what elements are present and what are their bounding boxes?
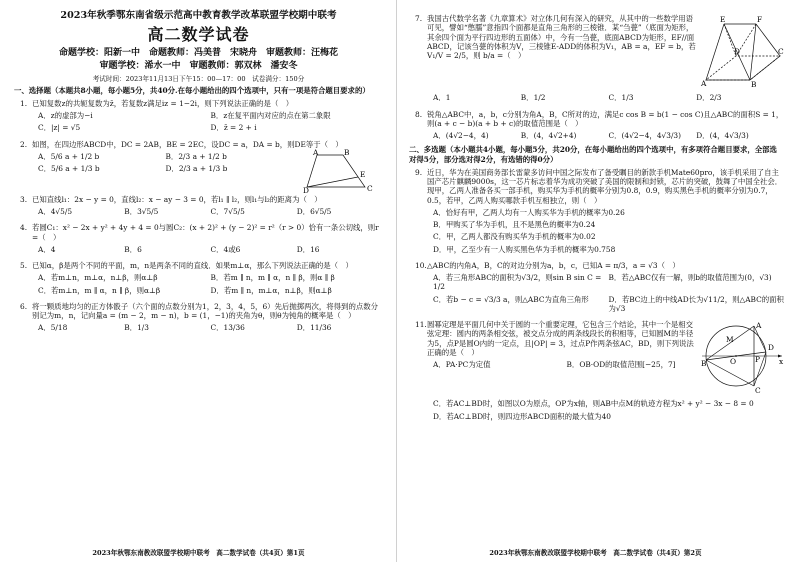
question-stem: 将一颗质地均匀的正方体骰子（六个面的点数分别为1，2，3，4，5，6）先后抛掷两次，将得到的点数分别记为m，n，记向量a = (m − 2，m − n)，b = (1，−1)的夹角为θ，则θ为钝角的概率是（ ）: [32, 301, 379, 321]
label-d: D: [303, 185, 309, 195]
question-2: [14, 139, 383, 195]
option-a: A．4√5/5: [38, 207, 73, 217]
label-d: D: [734, 47, 740, 56]
question-5: [14, 261, 383, 298]
question-stem: 我国古代数学名著《九章算术》对立体几何有深入的研究，从其中的一些数学用语可见，譬如“憋臑”意指四个面都是直角三角形的三棱锥．某“刍甍”（底面为矩形，其余四个面为平行四边形的五面体）中，今有一刍甍，底面ABCD为矩形，EF//面ABCD，记该刍甍的体积为V，三棱锥E-ADD的体积为V₁，AB = a，EF = b，若 V₁/V = 2/5，则 b/a =（ ）: [427, 14, 696, 60]
option-c: C．4或6: [210, 244, 241, 254]
question-number: 7.: [415, 14, 423, 23]
option-a: A．(4√2−4，4): [433, 131, 489, 140]
option-c: C．7√5/5: [210, 207, 245, 217]
option-b: B．1/2: [520, 93, 546, 103]
option-a: A．5/18: [38, 323, 68, 333]
question-10: [409, 261, 784, 316]
question-1: [14, 99, 383, 136]
option-b: B．3√5/5: [124, 207, 159, 217]
label-e: E: [720, 15, 726, 24]
question-8: [409, 110, 784, 144]
question-6: [14, 302, 383, 336]
label-b: B: [344, 148, 350, 157]
label-o: O: [730, 357, 737, 366]
question-number: 6.: [20, 301, 28, 311]
polyhedron-figure: [700, 14, 784, 88]
option-c: C．若m⊥n，m ∥ α，n ∥ β，则α⊥β: [38, 285, 161, 295]
option-d: D．z̄ = 2 + i: [210, 123, 257, 133]
circle-chords-figure: [700, 320, 784, 394]
label-p: P: [755, 355, 760, 364]
label-m: M: [726, 335, 734, 344]
option-c: C．1/3: [608, 93, 634, 103]
option-c: C．|z| = √5: [38, 123, 81, 133]
label-a: A: [313, 148, 319, 157]
option-c: C．若AC⊥BD时，如图以O为原点，OP为x轴，则AB中点M的轨迹方程为x² + y² − 3x − 8 = 0: [433, 399, 754, 409]
option-b: B．若△ABC仅有一解，则b的取值范围为(0，√3): [608, 273, 772, 282]
question-stem: 已知直线l₁：2x − y = 0，直线l₂：x − ay − 3 = 0，若l₁ ∥ l₂，则l₁与l₂的距离为（ ）: [32, 194, 322, 204]
label-c: C: [755, 386, 761, 394]
question-stem: 已知α，β是两个不同的平面，m，n是两条不同的直线．如果m⊥α，那么下列说法正确的是（ ）: [32, 261, 353, 271]
question-stem: △ABC的内角A，B，C的对边分别为a，b，c，已知A = π/3，a = √3（ ）: [427, 260, 680, 270]
label-b: B: [751, 80, 757, 88]
question-number: 5.: [20, 261, 28, 271]
question-number: 8.: [415, 109, 423, 119]
option-d: D．若m ∥ n，m⊥α，n⊥β，则α⊥β: [210, 285, 332, 295]
option-c: C．甲，乙两人都没有购买华为手机的概率为0.02: [433, 232, 596, 242]
question-number: 4.: [20, 223, 28, 233]
question-number: 10.: [415, 260, 427, 270]
option-b: B．z在复平面内对应的点在第二象限: [210, 111, 331, 121]
option-a: A．若三角形ABC的面积为√3/2，则sin B sin C = 1/2: [433, 273, 602, 292]
label-e: E: [360, 169, 366, 179]
option-b: B．甲购买了华为手机，且不是黑色的概率为0.24: [433, 220, 596, 229]
label-x-axis: x: [779, 357, 784, 366]
question-stem: 锐角△ABC中，a，b，c分别为角A，B，C所对的边，满足c cos B = b(1 − cos C)且△ABC的面积S = 1，则(a + c − b)(a + b + c)的取值范围是（ ）: [427, 109, 784, 128]
option-b: B．6: [124, 244, 142, 254]
label-b: B: [701, 359, 707, 368]
exam-subject-title: 高二数学试卷: [147, 24, 250, 44]
question-number: 1.: [20, 98, 28, 108]
option-d: D．甲，乙至少有一人购买黑色华为手机的概率为0.758: [433, 244, 616, 254]
label-c: C: [778, 47, 784, 56]
option-d: D．若AC⊥BD时，则四边形ABCD面积的最大值为40: [433, 411, 611, 421]
exam-page-2: [397, 0, 794, 562]
exam-time-info: 考试时间：2023年11月13日下午15：00—17：00 试卷满分：150分: [92, 75, 305, 84]
option-c: C．13/36: [210, 323, 245, 333]
page-footer: 2023年秋鄂东南教改联盟学校期中联考 高二数学试卷（共4页）第2页: [489, 548, 702, 557]
question-11: [409, 320, 784, 424]
option-a: A．恰好有甲，乙两人均有一人购买华为手机的概率为0.26: [433, 207, 625, 217]
option-b: B．若m ∥ n，m ∥ α，n ∥ β，则α ∥ β: [210, 273, 335, 283]
question-9: [409, 168, 784, 257]
question-stem: 近日，华为在美国商务部长雷蒙多访问中国之际发布了备受瞩目的新款手机Mate60pro，该手机采用了自主国产芯片麒麟9000s，这一芯片标志着华为成功突破了美国的限制和封锁，芯片的突破，鼓舞了中国全社会．现甲，乙两人准备各买一部手机，购买华为手机的概率分别为0.8，0.9，购买黑色手机的概率分别为0.7，0.5，若甲，乙两人购买哪款手机互相独立，则（ ）: [427, 167, 783, 205]
question-4: [14, 223, 383, 257]
option-d: D．11/36: [296, 323, 332, 333]
label-a: A: [701, 79, 707, 88]
question-number: 2.: [20, 139, 28, 149]
option-a: A．4: [38, 244, 56, 254]
label-c: C: [367, 183, 373, 193]
label-f: F: [757, 15, 763, 24]
option-b: B．(4，4√2+4): [520, 131, 577, 140]
question-number: 11.: [415, 320, 427, 329]
option-b: B．1/3: [124, 323, 149, 333]
label-d: D: [768, 343, 774, 352]
option-c: C．5/6 a + 1/3 b: [38, 164, 100, 174]
option-a: A．PA·PC为定值: [433, 360, 491, 369]
label-a: A: [756, 321, 762, 330]
question-stem: 圆幂定理是平面几何中关于圆的一个重要定理，它包含三个结论，其中一个是相交弦定理：圆内的两条相交弦，被交点分成的两条线段长的积相等，已知圆M的半径为5，点P是圆O内的一定点，且|OP| = 3，过点P作两条弦AC，BD，则下列说法正确的是（ ）: [427, 320, 694, 357]
option-a: A．1: [433, 93, 451, 103]
question-stem: 若圆C₁：x² − 2x + y² + 4y + 4 = 0与圆C₂：(x + 2)² + (y − 2)² = r²（r > 0）恰有一条公切线，则r =（ ）: [32, 223, 379, 242]
quadrilateral-figure: [303, 149, 383, 195]
option-d: D．(4，4√3/3): [696, 131, 749, 140]
exam-header-title: 2023年秋季鄂东南省级示范高中教育教学改革联盟学校期中联考: [60, 10, 337, 21]
setter-info-line1: 命题学校：阳新一中 命题教师：冯美普 宋晓舟 审题教师：汪梅花: [58, 47, 338, 58]
option-d: D．16: [296, 244, 320, 254]
option-c: C．若b − c = √3/3 a，则△ABC为直角三角形: [433, 294, 589, 304]
option-d: D．2/3 a + 1/3 b: [165, 164, 228, 174]
page-footer: 2023年秋鄂东南教改联盟学校期中联考 高二数学试卷（共4页）第1页: [92, 548, 305, 557]
option-d: D．6√5/5: [296, 207, 332, 217]
section-heading-multi-choice: 二、多选题（本小题共4小题，每小题5分，共20分，在每小题给出的四个选项中，有多项符合题目要求，全部选对得5分，部分选对得2分，有选错的得0分）: [409, 145, 777, 164]
question-3: [14, 195, 383, 220]
question-stem: 已知复数z的共轭复数为z̄，若复数z满足iz = 1−2i，则下列说法正确的是（ ）: [32, 98, 294, 108]
option-b: B．OB·OD的取值范围[−25，7]: [566, 360, 676, 369]
setter-info-line2: 审题学校：浠水一中 审题教师：郭双林 潘安冬: [99, 61, 298, 72]
question-number: 3.: [20, 194, 28, 204]
option-d: D．若BC边上的中线AD长为√11/2，则△ABC的面积为√3: [608, 294, 784, 313]
question-number: 9.: [415, 167, 423, 177]
option-d: D．2/3: [696, 93, 722, 103]
option-a: A．5/6 a + 1/2 b: [38, 151, 100, 161]
section-heading-single-choice: 一、选择题（本题共8小题，每小题5分，共40分.在每小题给出的四个选项中，只有一项是符合题目要求的）: [14, 85, 370, 95]
option-b: B．2/3 a + 1/2 b: [165, 151, 227, 161]
question-7: [409, 14, 784, 106]
question-stem: 如图，在四边形ABCD中，DC = 2AB，BE = 2EC，设DC = a，DA = b，则DE等于（ ）: [32, 139, 343, 149]
option-c: C．(4√2−4，4√3/3): [608, 131, 682, 140]
option-a: A．若m⊥n，m⊥α，n⊥β，则α⊥β: [38, 273, 158, 283]
option-a: A．z的虚部为−i: [38, 111, 93, 121]
